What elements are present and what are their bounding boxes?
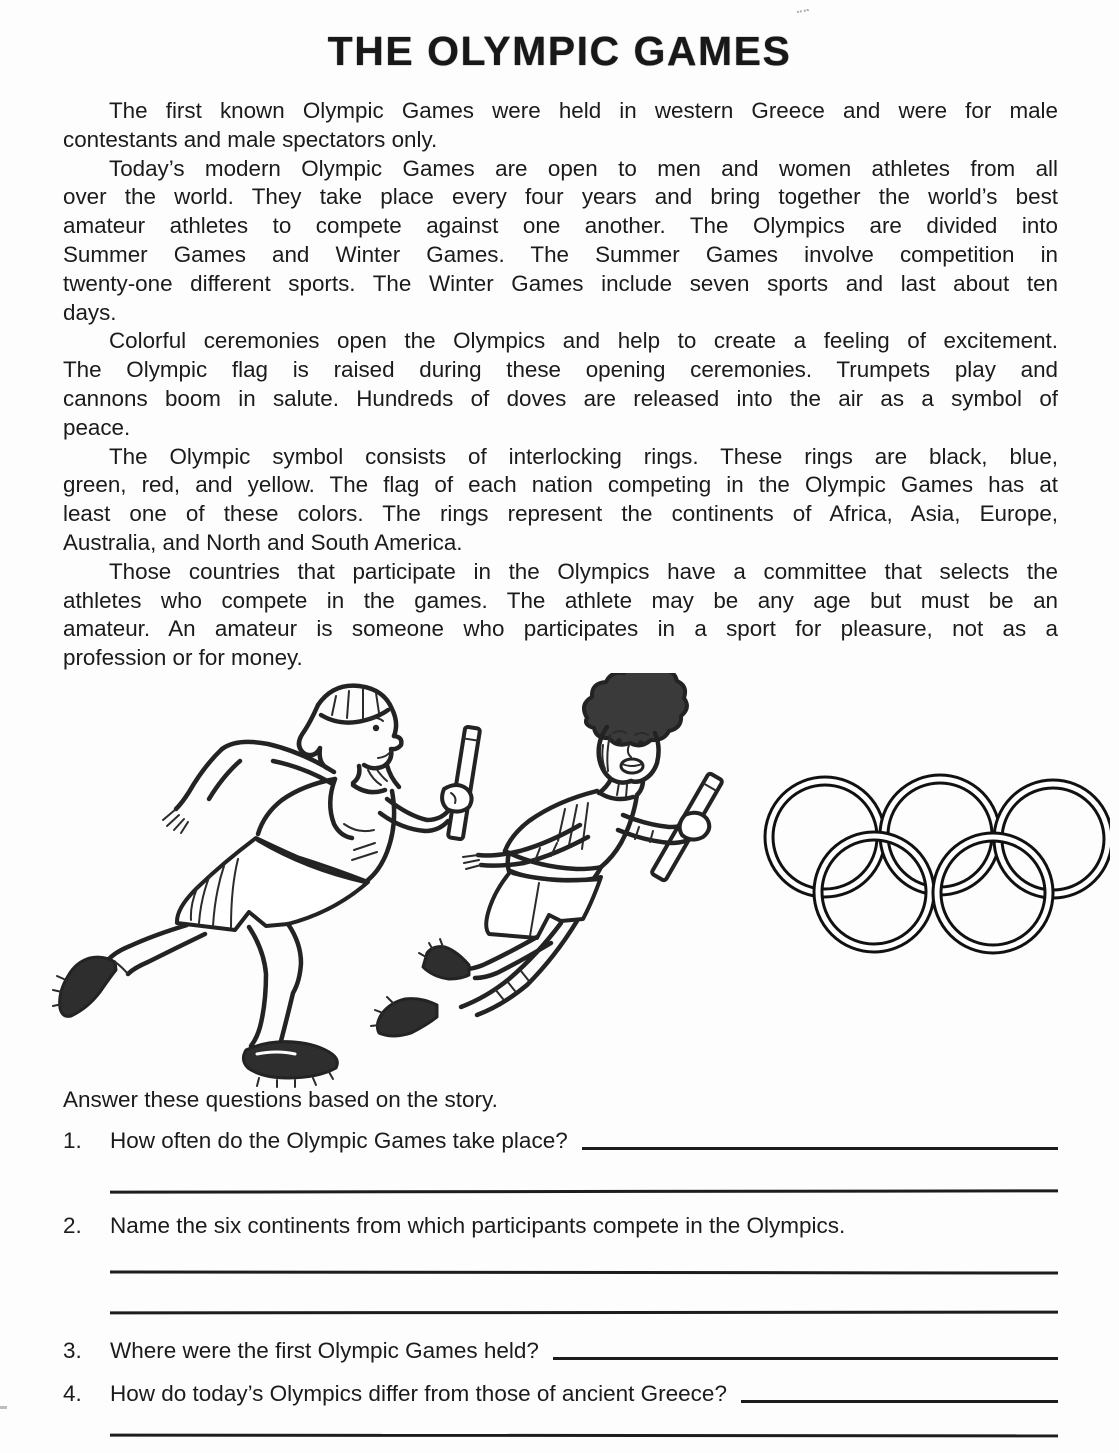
story-line: peace. bbox=[63, 414, 131, 440]
question-row-1 bbox=[63, 1128, 1058, 1154]
spiked-shoe bbox=[423, 947, 469, 979]
story-line: green, red, and yellow. The flag of each nation competing in the Olympic Games has at bbox=[63, 472, 1058, 498]
question-number: 1. bbox=[63, 1128, 82, 1153]
illustration bbox=[35, 673, 1119, 1088]
story-line: Those countries that participate in the Olympics have a committee that selects the bbox=[109, 558, 1058, 584]
story-line: days. bbox=[63, 299, 117, 325]
story-line: The first known Olympic Games were held in western Greece and were for male bbox=[109, 98, 1058, 123]
questions-intro: Answer these questions based on the story. bbox=[63, 1087, 498, 1112]
answer-line bbox=[110, 1434, 1058, 1438]
question-text: How do today’s Olympics differ from those of ancient Greece? bbox=[110, 1381, 727, 1406]
trailing-runner-drawing bbox=[371, 673, 723, 1036]
spiked-shoe bbox=[243, 1042, 337, 1078]
relay-runners-drawing bbox=[35, 673, 725, 1088]
relay-baton bbox=[448, 727, 480, 840]
question-text: Name the six continents from which participants compete in the Olympics. bbox=[110, 1213, 846, 1238]
question-text: How often do the Olympic Games take place? bbox=[110, 1128, 568, 1153]
story-line: The Olympic flag is raised during these opening ceremonies. Trumpets play and bbox=[63, 357, 1058, 383]
question-row-4 bbox=[63, 1381, 1058, 1407]
story-line: athletes who compete in the games. The athlete may be any age but must be an bbox=[63, 587, 1058, 613]
answer-blank bbox=[582, 1147, 1058, 1150]
answer-blank bbox=[553, 1357, 1058, 1360]
story-line: Today’s modern Olympic Games are open to men and women athletes from all bbox=[109, 155, 1058, 181]
story-line: contestants and male spectators only. bbox=[63, 126, 438, 152]
question-number: 4. bbox=[63, 1381, 82, 1406]
olympic-rings-icon bbox=[760, 773, 1110, 963]
photocopy-edge-mark bbox=[0, 1406, 7, 1409]
question-number: 2. bbox=[63, 1213, 82, 1238]
answer-line bbox=[110, 1311, 1058, 1315]
story-line: profession or for money. bbox=[63, 645, 303, 671]
story-line: Australia, and North and South America. bbox=[63, 529, 463, 555]
story-line: over the world. They take place every four years and bring together the world’s best bbox=[63, 184, 1058, 210]
question-text: Where were the first Olympic Games held? bbox=[110, 1338, 539, 1363]
story-line: amateur. An amateur is someone who participates in a sport for pleasure, not as a bbox=[63, 616, 1058, 642]
story-line: amateur athletes to compete against one another. The Olympics are divided into bbox=[63, 213, 1058, 239]
photocopy-smudge bbox=[797, 9, 810, 15]
question-number: 3. bbox=[63, 1338, 82, 1363]
spiked-shoe bbox=[377, 999, 437, 1036]
spiked-shoe bbox=[60, 957, 116, 1016]
question-row-3 bbox=[63, 1338, 1058, 1364]
answer-blank bbox=[741, 1400, 1058, 1403]
story-line: least one of these colors. The rings represent the continents of Africa, Asia, Europe, bbox=[63, 501, 1058, 527]
page-title: THE OLYMPIC GAMES bbox=[327, 28, 792, 74]
story-text bbox=[63, 97, 1058, 673]
question-row-2 bbox=[63, 1213, 1058, 1239]
story-line: The Olympic symbol consists of interlocking rings. These rings are black, blue, bbox=[109, 443, 1058, 469]
answer-line bbox=[110, 1189, 1058, 1193]
story-line: Summer Games and Winter Games. The Summer Games involve competition in bbox=[63, 241, 1058, 267]
story-line: twenty-one different sports. The Winter Games include seven sports and last about ten bbox=[63, 270, 1058, 296]
answer-line bbox=[110, 1271, 1058, 1275]
story-line: cannons boom in salute. Hundreds of doves are released into the air as a symbol of bbox=[63, 385, 1058, 411]
story-line: Colorful ceremonies open the Olympics and help to create a feeling of excitement. bbox=[109, 328, 1058, 354]
